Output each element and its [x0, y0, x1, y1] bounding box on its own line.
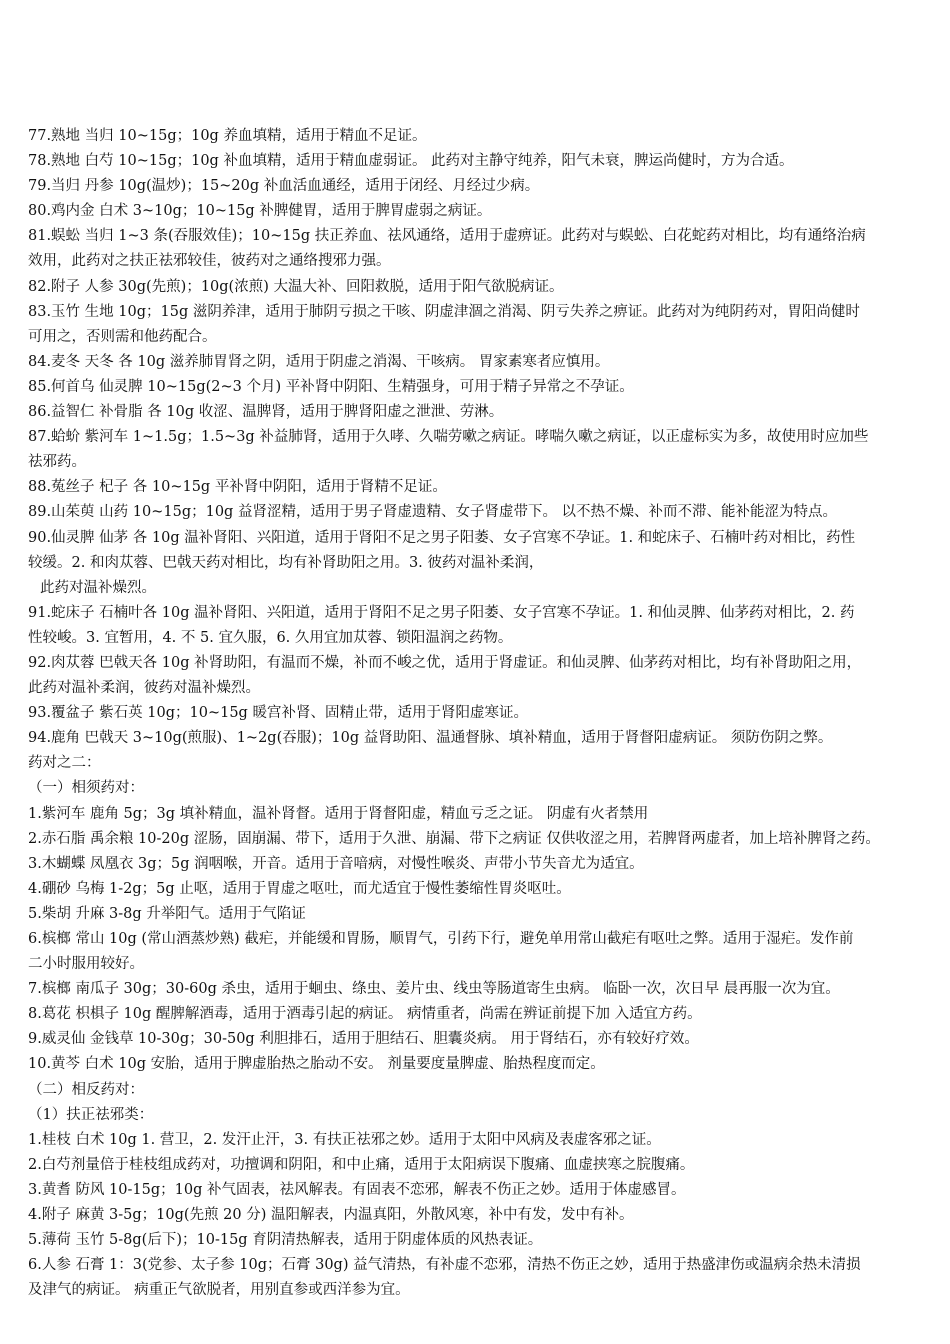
section-heading: （二）相反药对：: [28, 1081, 144, 1098]
text-line: 5.薄荷 玉竹 5-8g(后下)；10-15g 育阴清热解表，适用于阴虚体质的风热表证。: [28, 1232, 543, 1249]
text-line: 10.黄芩 白术 10g 安胎，适用于脾虚胎热之胎动不安。 剂量要度量脾虚、胎热程度而定。: [28, 1056, 605, 1073]
text-line: 2.白芍剂量倍于桂枝组成药对，功擅调和阴阳，和中止痛，适用于太阳病误下腹痛、血虚挟寒之脘腹痛。: [28, 1156, 695, 1173]
text-line: 祛邪药。: [28, 454, 86, 471]
text-line: 92.肉苁蓉 巴戟天各 10g 补肾助阳，有温而不燥，补而不峻之优，适用于肾虚证。和仙灵脾、仙茅药对相比，均有补肾助阳之用，: [28, 654, 862, 671]
text-line: 可用之，否则需和他药配合。: [28, 328, 217, 345]
text-line: 85.何首乌 仙灵脾 10~15g(2~3 个月) 平补肾中阴阳、生精强身，可用于精子异常之不孕证。: [28, 378, 634, 395]
text-line: 82.附子 人参 30g(先煎)；10g(浓煎) 大温大补、回阳救脱，适用于阳气欲脱病证。: [28, 278, 564, 295]
text-line: 89.山茱萸 山药 10~15g；10g 益肾涩精，适用于男子肾虚遗精、女子肾虚带下。 以不热不燥、补而不滞、能补能涩为特点。: [28, 504, 838, 521]
text-line: 二小时服用较好。: [28, 956, 144, 973]
text-line: 78.熟地 白芍 10~15g；10g 补血填精，适用于精血虚弱证。 此药对主静守纯养，阳气未衰，脾运尚健时，方为合适。: [28, 153, 794, 170]
text-line: 2.赤石脂 禹余粮 10-20g 涩肠，固崩漏、带下，适用于久泄、崩漏、带下之病证 仅供收涩之用，若脾肾两虚者，加上培补脾肾之药。: [28, 830, 880, 847]
section-heading: 药对之二：: [28, 755, 101, 772]
text-line: 1.桂枝 白术 10g 1. 营卫，2. 发汗止汗，3. 有扶正祛邪之妙。适用于太阳中风病及表虚客邪之证。: [28, 1131, 661, 1148]
text-line: 效用，此药对之扶正祛邪较佳，彼药对之通络搜邪力强。: [28, 253, 391, 270]
text-line: 3.木蝴蝶 凤凰衣 3g；5g 润咽喉，开音。适用于音喑病，对慢性喉炎、声带小节失音尤为适宜。: [28, 855, 644, 872]
text-line: 及津气的病证。 病重正气欲脱者，用别直参或西洋参为宜。: [28, 1282, 410, 1299]
text-line: 此药对温补柔润，彼药对温补燥烈。: [28, 680, 260, 697]
text-line: 93.覆盆子 紫石英 10g；10~15g 暖宫补肾、固精止带，适用于肾阳虚寒证。: [28, 705, 528, 722]
text-line: 8.葛花 枳椇子 10g 醒脾解酒毒，适用于酒毒引起的病证。 病情重者，尚需在辨证前提下加 入适宜方药。: [28, 1006, 702, 1023]
text-line: 87.蛤蚧 紫河车 1~1.5g；1.5~3g 补益肺肾，适用于久哮、久喘劳嗽之病证。哮喘久嗽之病证，以正虚标实为多，故使用时应加些: [28, 429, 869, 446]
text-line: 84.麦冬 天冬 各 10g 滋养肺胃肾之阴，适用于阴虚之消渴、干咳病。 胃家素寒者应慎用。: [28, 353, 610, 370]
text-line: 9.威灵仙 金钱草 10-30g；30-50g 利胆排石，适用于胆结石、胆囊炎病。 用于肾结石，亦有较好疗效。: [28, 1031, 699, 1048]
text-line: 6.槟榔 常山 10g (常山酒蒸炒熟) 截疟，并能缓和胃肠，顺胃气，引药下行，避免单用常山截疟有呕吐之弊。适用于湿疟。发作前: [28, 931, 854, 947]
text-line: 91.蛇床子 石楠叶各 10g 温补肾阳、兴阳道，适用于肾阳不足之男子阳萎、女子宫寒不孕证。1. 和仙灵脾、仙茅药对相比，2. 药: [28, 604, 855, 621]
text-line: 此药对温补燥烈。: [40, 579, 156, 596]
text-line: 5.柴胡 升麻 3-8g 升举阳气。适用于气陷证: [28, 905, 306, 922]
document-page: [28, 124, 934, 1303]
text-line: 性较峻。3. 宜暂用，4. 不 5. 宜久服，6. 久用宜加苁蓉、锁阳温润之药物。: [28, 629, 513, 646]
text-line: 86.益智仁 补骨脂 各 10g 收涩、温脾肾，适用于脾肾阳虚之泄泄、劳淋。: [28, 404, 504, 421]
section-heading: （一）相须药对：: [28, 780, 144, 797]
text-line: 1.紫河车 鹿角 5g；3g 填补精血，温补肾督。适用于肾督阳虚，精血亏乏之证。 阴虚有火者禁用: [28, 805, 649, 822]
text-line: 7.槟榔 南瓜子 30g；30-60g 杀虫，适用于蛔虫、绦虫、姜片虫、线虫等肠道寄生虫病。 临卧一次，次日早 晨再服一次为宜。: [28, 981, 840, 998]
text-line: 80.鸡内金 白术 3~10g；10~15g 补脾健胃，适用于脾胃虚弱之病证。: [28, 203, 492, 220]
text-line: 81.蜈蚣 当归 1~3 条(吞服效佳)；10~15g 扶正养血、祛风通络，适用于虚痹证。此药对与蜈蚣、白花蛇药对相比，均有通络治病: [28, 228, 866, 245]
text-line: 94.鹿角 巴戟天 3~10g(煎服)、1~2g(吞服)；10g 益肾助阳、温通督脉、填补精血，适用于肾督阳虚病证。 须防伤阴之弊。: [28, 730, 833, 747]
text-line: 90.仙灵脾 仙茅 各 10g 温补肾阳、兴阳道，适用于肾阳不足之男子阳萎、女子宫寒不孕证。1. 和蛇床子、石楠叶药对相比，药性: [28, 529, 856, 546]
text-line: 79.当归 丹参 10g(温炒)；15~20g 补血活血通经，适用于闭经、月经过少病。: [28, 178, 540, 195]
section-heading: （1）扶正祛邪类：: [28, 1106, 154, 1123]
text-line: 77.熟地 当归 10~15g；10g 养血填精，适用于精血不足证。: [28, 128, 427, 144]
text-line: 83.玉竹 生地 10g；15g 滋阴养津，适用于肺阴亏损之干咳、阴虚津涸之消渴、阴亏失养之痹证。此药对为纯阴药对，胃阳尚健时: [28, 303, 860, 320]
text-line: 6.人参 石膏 1：3(党参、太子参 10g；石膏 30g) 益气清热，有补虚不恋邪，清热不伤正之妙，适用于热盛津伤或温病余热未清损: [28, 1257, 861, 1274]
text-line: 较缓。2. 和肉苁蓉、巴戟天药对相比，均有补肾助阳之用。3. 彼药对温补柔润，: [28, 554, 544, 571]
text-line: 4.附子 麻黄 3-5g；10g(先煎 20 分) 温阳解表，内温真阳，外散风寒，补中有发，发中有补。: [28, 1207, 634, 1224]
text-line: 4.硼砂 乌梅 1-2g；5g 止呕，适用于胃虚之呕吐，而尤适宜于慢性萎缩性胃炎呕吐。: [28, 880, 571, 897]
text-line: 3.黄耆 防风 10-15g；10g 补气固表，祛风解表。有固表不恋邪，解表不伤正之妙。适用于体虚感冒。: [28, 1181, 686, 1198]
text-line: 88.菟丝子 杞子 各 10~15g 平补肾中阴阳，适用于肾精不足证。: [28, 479, 447, 496]
